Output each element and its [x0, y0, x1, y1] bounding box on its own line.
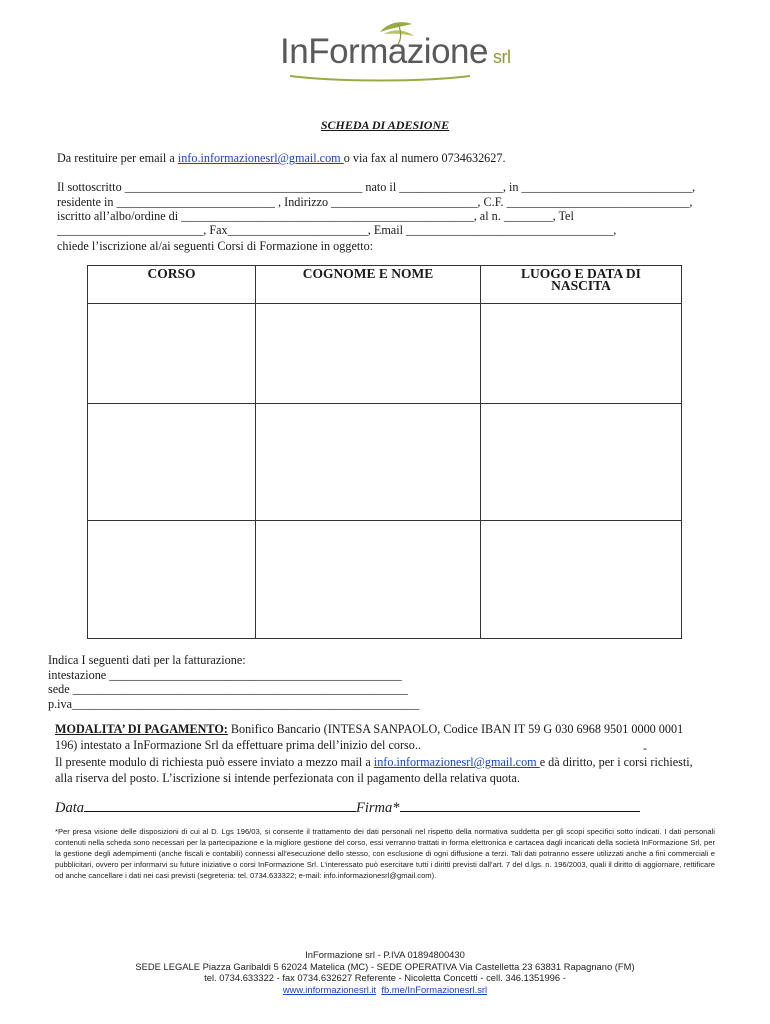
company-logo	[280, 18, 510, 88]
table-row	[88, 304, 682, 404]
facebook-link[interactable]: fb.me/InFormazionesrl.srl	[381, 983, 488, 995]
payment-text: Bonifico Bancario (INTESA SANPAOLO, Codice IBAN IT 59 G 030 6968 9501 0000 0001 196) intestato a InFormazione Srl da effettuare prima dell’inizio del corso..	[55, 722, 684, 752]
billing-section	[48, 653, 419, 711]
logo-suffix: srl	[492, 47, 511, 67]
request-email-link[interactable]: info.informazionesrl@gmail.com	[373, 755, 540, 769]
cell-corso[interactable]	[88, 304, 256, 404]
cell-cognome-nome[interactable]	[256, 404, 481, 521]
payment-paragraph	[55, 722, 705, 753]
intro-line	[57, 151, 506, 165]
header-corso: CORSO	[88, 266, 256, 304]
footer	[0, 949, 770, 995]
cell-luogo-data[interactable]	[481, 521, 682, 639]
footer-contacts: tel. 0734.633322 - fax 0734.632627 Referente - Nicoletta Concetti - cell. 346.1351996 -	[204, 972, 566, 983]
form-line-albo[interactable]: iscritto all’albo/ordine di ________________________________________________, al n. ________, Tel	[57, 209, 574, 223]
request-prefix: Il presente modulo di richiesta può essere inviato a mezzo mail a	[55, 755, 374, 769]
billing-piva[interactable]: p.iva_________________________________________________________	[48, 696, 420, 711]
form-line-contacts[interactable]: ________________________, Fax_______________________, Email __________________________________,	[57, 223, 617, 237]
privacy-note: *Per presa visione delle disposizioni di cui al D. Lgs 196/03, si consente il trattamento dei dati personali nel rispetto della normativa suddetta per gli scopi specifici sotto indicati. I dati personali contenuti nella scheda sono necessari per la partecipazione e la migliore gestione del corso, essi verranno trattati in forma elettronica e cartacea dagli incaricati della società InFormazione Srl, per la gestione degli adempimenti (anche fiscali e contabili) connessi all’esecuzione dello stesso, con esclusione di ogni diffusione a terzi. Tali dati potranno essere utilizzati anche a fini commerciali e pubblicitari, ovvero per informarvi su future iniziative o corsi InFormazione Srl. L’interessato può esercitare tutti i diritti previsti dall’art. 7 del d.lgs. n. 196/2003, quali il diritto di aggiornare, rettificare od anche cancellare i dati nei casi previsti (segreteria: tel. 0734.633322; e-mail: info.informazionesrl@gmail.com).	[55, 827, 715, 880]
footer-links	[0, 984, 770, 996]
firma-label: Firma*	[356, 800, 400, 816]
table-row	[88, 404, 682, 521]
header-luogo-data-text: LUOGO E DATA DI NASCITA	[521, 266, 641, 293]
form-line-name[interactable]: Il sottoscritto _______________________________________ nato il _________________, in ____________________________,	[57, 180, 696, 194]
cell-luogo-data[interactable]	[481, 404, 682, 521]
logo-name: InFormazione	[280, 32, 488, 71]
data-label: Data	[55, 800, 84, 816]
firma-field[interactable]	[400, 798, 640, 812]
billing-sede[interactable]: sede _______________________________________________________	[48, 682, 408, 696]
logo-wordmark	[280, 32, 510, 72]
intro-suffix: o via fax al numero 0734632627.	[343, 151, 506, 165]
payment-label: MODALITA’ DI PAGAMENTO:	[55, 722, 228, 736]
cell-corso[interactable]	[88, 521, 256, 639]
footer-company: InFormazione srl - P.IVA 01894800430	[305, 949, 465, 960]
request-suffix: e dà diritto, per i corsi richiesti, alla riserva del posto. L’iscrizione si intende perfezionata con il pagamento della relativa quota.	[55, 755, 693, 785]
website-link[interactable]: www.informazionesrl.it	[282, 983, 377, 995]
billing-title: Indica I seguenti dati per la fatturazione:	[48, 653, 246, 667]
cell-corso[interactable]	[88, 404, 256, 521]
cell-cognome-nome[interactable]	[256, 521, 481, 639]
request-paragraph	[55, 755, 705, 786]
billing-intestazione[interactable]: intestazione ________________________________________________	[48, 667, 402, 682]
table-header-row	[88, 266, 682, 304]
form-line-request: chiede l’iscrizione al/ai seguenti Corsi di Formazione in oggetto:	[57, 239, 374, 253]
cell-cognome-nome[interactable]	[256, 304, 481, 404]
intro-email-link[interactable]: info.informazionesrl@gmail.com	[177, 151, 344, 165]
intro-prefix: Da restituire per email a	[57, 151, 178, 165]
table-row	[88, 521, 682, 639]
signature-line	[55, 798, 640, 817]
footer-addresses: SEDE LEGALE Piazza Garibaldi 5 62024 Matelica (MC) - SEDE OPERATIVA Via Castelletta 23 63831 Rapagnano (FM)	[135, 960, 635, 972]
cell-luogo-data[interactable]	[481, 304, 682, 404]
payment-mark: -	[643, 741, 647, 755]
form-line-address[interactable]: residente in __________________________ , Indirizzo ________________________, C.F. ______________________________,	[57, 195, 693, 209]
data-field[interactable]	[84, 798, 356, 812]
courses-table	[87, 265, 682, 639]
header-cognome-nome: COGNOME E NOME	[256, 266, 481, 304]
header-luogo-data	[481, 266, 682, 304]
page-title: SCHEDA DI ADESIONE	[320, 118, 450, 132]
